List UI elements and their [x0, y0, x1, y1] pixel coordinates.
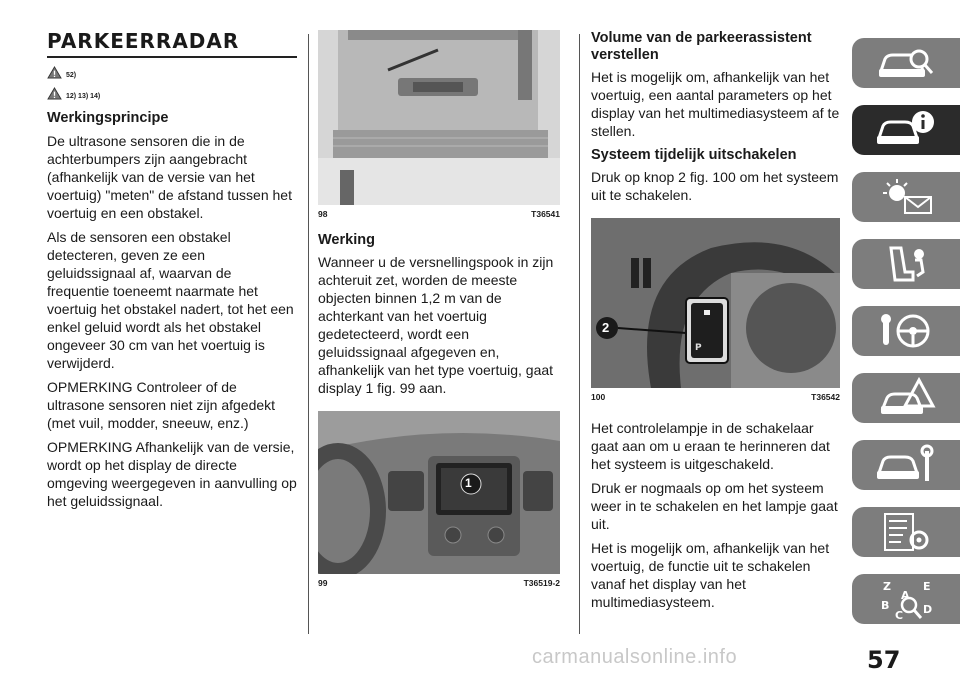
- figure-caption: [318, 209, 560, 221]
- paragraph: Druk op knop 2 fig. 100 om het systeem uit te schakelen.: [591, 169, 839, 203]
- index-letter: C: [895, 609, 904, 621]
- index-letter: Z: [883, 580, 891, 593]
- column-2: [318, 30, 560, 590]
- figure-number: 98: [318, 209, 328, 219]
- section-heading: Werkingsprincipe: [47, 110, 169, 126]
- paragraph: Het controlelampje in de schakelaar gaat aan om u eraan te herinneren dat het systeem is uitgeschakeld.: [591, 420, 830, 472]
- figure-code: T36542: [811, 392, 840, 402]
- figure-code: T36519-2: [523, 578, 560, 588]
- figure-caption: [318, 578, 560, 590]
- chapter-tab-technical-data[interactable]: [852, 507, 960, 557]
- paragraph: Als de sensoren een obstakel detecteren, geven ze een geluidssignaal af, waarvan de frequentie toeneemt naarmate het voertuig het obstakel nadert, tot het een enkel geluid wordt als het obstakel ongeveer 30 cm van het voertuig is verwijderd.: [47, 229, 294, 371]
- chapter-tab-maintenance[interactable]: [852, 440, 960, 490]
- svg-text:P: P: [695, 343, 702, 353]
- chapter-tab-emergency[interactable]: [852, 373, 960, 423]
- watermark: carmanualsonline.info: [532, 646, 738, 668]
- figure-98-rear-bumper: [318, 30, 560, 205]
- warning-light-envelope-icon: [875, 175, 937, 219]
- paragraph: Wanneer u de versnellingspook in zijn achteruit zet, worden de meeste objecten binnen 1,2 m van de achterkant van het voertuig gedetecteerd, wordt een geluidssignaal afgegeven en, afhankelijk van het type voertuig, gaat display 1 fig. 99 aan.: [318, 254, 554, 396]
- section-heading: Werking: [318, 232, 375, 248]
- paragraph: Druk er nogmaals op om het systeem weer in te schakelen en het lampje gaat uit.: [591, 480, 838, 532]
- figure-number: 100: [591, 392, 606, 402]
- warning-ref-row-1: [47, 61, 297, 79]
- chapter-tab-car-search[interactable]: [852, 38, 960, 88]
- chapter-tab-safety[interactable]: [852, 239, 960, 289]
- index-letter: A: [901, 589, 910, 602]
- title-rule: [47, 56, 297, 58]
- paragraph: Het is mogelijk om, afhankelijk van het voertuig, een aantal parameters op het display van het multimediasysteem af te stellen.: [591, 69, 840, 139]
- chapter-tab-starting-driving[interactable]: [852, 306, 960, 356]
- figure-100-switch: [591, 218, 840, 388]
- airbag-seat-icon: [875, 242, 937, 286]
- warning-icon: [47, 87, 62, 100]
- car-info-icon: [875, 108, 937, 152]
- section-heading: Systeem tijdelijk uitschakelen: [591, 147, 797, 163]
- column-3: [591, 30, 840, 611]
- figure-code: T36541: [531, 209, 560, 219]
- index-letter: B: [881, 599, 890, 612]
- figure-caption: [591, 392, 840, 404]
- column-divider: [308, 34, 309, 634]
- paragraph: De ultrasone sensoren die in de achterbumpers zijn aangebracht (afhankelijk van de versie van het voertuig) "meten" de afstand tussen het voertuig en een obstakel.: [47, 133, 292, 221]
- checklist-gear-icon: [875, 510, 937, 554]
- figure-callout: 1: [465, 476, 472, 490]
- warning-triangle-icon: [875, 376, 937, 420]
- chapter-tab-warning-lights[interactable]: [852, 172, 960, 222]
- chapter-tab-index[interactable]: [852, 574, 960, 624]
- chapter-tab-car-info[interactable]: [852, 105, 960, 155]
- note-paragraph: OPMERKING Afhankelijk van de versie, wordt op het display de directe omgeving weergegeven in aanvulling op het geluidssignaal.: [47, 439, 297, 509]
- column-divider: [579, 34, 580, 634]
- warning-ref: 12) 13) 14): [66, 93, 101, 100]
- warning-icon: [47, 66, 62, 79]
- page-number: 57: [867, 646, 901, 674]
- chapter-title: PARKEERRADAR: [47, 29, 240, 53]
- note-paragraph: OPMERKING Controleer of de ultrasone sensoren niet zijn afgedekt (met vuil, modder, sneeuw, enz.): [47, 379, 276, 431]
- index-letter: E: [923, 580, 931, 593]
- column-1: [47, 30, 297, 510]
- figure-callout: 2: [602, 320, 610, 335]
- index-letter: D: [923, 603, 933, 616]
- alphabet-index-icon: [875, 577, 937, 621]
- figure-number: 99: [318, 578, 328, 588]
- warning-ref-row-2: [47, 82, 297, 100]
- car-wrench-icon: [875, 443, 937, 487]
- figure-99-dashboard-display: [318, 411, 560, 574]
- key-steering-wheel-icon: [875, 309, 937, 353]
- car-search-icon: [875, 41, 937, 85]
- section-heading: Volume van de parkeerassistent verstellen: [591, 30, 812, 63]
- warning-ref: 52): [66, 72, 77, 79]
- paragraph: Het is mogelijk om, afhankelijk van het voertuig, de functie uit te schakelen vanaf het display van het multimediasysteem.: [591, 540, 830, 610]
